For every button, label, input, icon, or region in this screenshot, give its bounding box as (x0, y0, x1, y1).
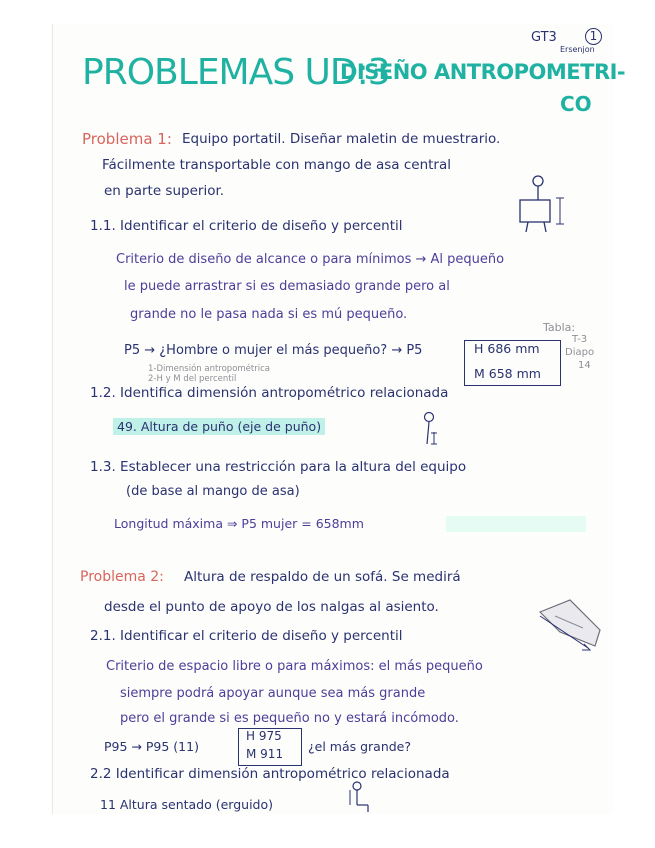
p95-question: ¿el más grande? (308, 739, 412, 754)
section-1-3-heading: 1.3. Establecer una restricción para la altura del equipo (90, 459, 467, 475)
section-2-2-heading: 2.2 Identificar dimensión antropométrico relacionada (90, 766, 450, 782)
criterion2-line2: siempre podrá apoyar aunque sea más grande (120, 686, 426, 701)
corner-owner: Ersenjon (560, 45, 595, 54)
problem2-label: Problema 2: (80, 569, 164, 585)
p95-man-value: H 975 (246, 729, 282, 743)
dimension-49-highlighted: 49. Altura de puño (eje de puño) (113, 418, 325, 435)
criterion1-line2: le puede arrastrar si es demasiado grande pero al (124, 279, 450, 294)
problem2-statement-line1: Altura de respaldo de un sofá. Se medirá (184, 569, 461, 585)
section-1-2-heading: 1.2. Identifica dimensión antropométrico relacionada (90, 385, 449, 401)
criterion2-line3: pero el grande si es pequeño no y estará incómodo. (120, 711, 459, 726)
table-reference-line2: T-3 (572, 334, 588, 345)
p95-expression: P95 → P95 (11) (104, 739, 199, 754)
page-subtitle-line1: DISEÑO ANTROPOMETRI- (340, 60, 626, 84)
section-1-3-subheading: (de base al mango de asa) (126, 484, 300, 499)
problem1-label: Problema 1: (82, 130, 172, 148)
dimension-11-seated-height: 11 Altura sentado (erguido) (100, 797, 274, 812)
table-reference-line3: Diapo (565, 347, 595, 358)
table-reference: Tabla: (543, 321, 576, 334)
problem2-statement-line2: desde el punto de apoyo de los nalgas al asiento. (104, 599, 439, 615)
p5-man-value: H 686 mm (474, 341, 540, 356)
corner-circle-number: 1 (585, 28, 602, 45)
problem1-statement-line3: en parte superior. (104, 183, 225, 199)
criterion1-line3: grande no le pasa nada si es mú pequeño. (130, 307, 408, 322)
corner-code: GT3 (531, 30, 557, 45)
page-title: PROBLEMAS UD:3 (82, 52, 390, 93)
p5-question: P5 → ¿Hombre o mujer el más pequeño? → P5 (124, 343, 423, 358)
page-subtitle-line2: CO (560, 92, 592, 116)
problem1-statement-line1: Equipo portatil. Diseñar maletin de muestrario. (182, 131, 501, 147)
problem1-statement-line2: Fácilmente transportable con mango de asa central (102, 157, 452, 173)
side-note-line1: 1-Dimensión antropométrica (148, 364, 270, 374)
section-2-1-heading: 2.1. Identificar el criterio de diseño y percentil (90, 628, 403, 644)
table-reference-line4: 14 (578, 360, 591, 371)
max-length-result: Longitud máxima ⇒ P5 mujer = 658mm (114, 516, 364, 531)
criterion1-line1: Criterio de diseño de alcance o para mínimos → Al pequeño (116, 252, 505, 267)
criterion2-line1: Criterio de espacio libre o para máximos: el más pequeño (106, 659, 483, 674)
p95-woman-value: M 911 (246, 747, 284, 761)
section-1-1-heading: 1.1. Identificar el criterio de diseño y percentil (90, 218, 403, 234)
p5-woman-value: M 658 mm (474, 366, 541, 381)
side-note-line2: 2-H y M del percentil (148, 374, 237, 384)
